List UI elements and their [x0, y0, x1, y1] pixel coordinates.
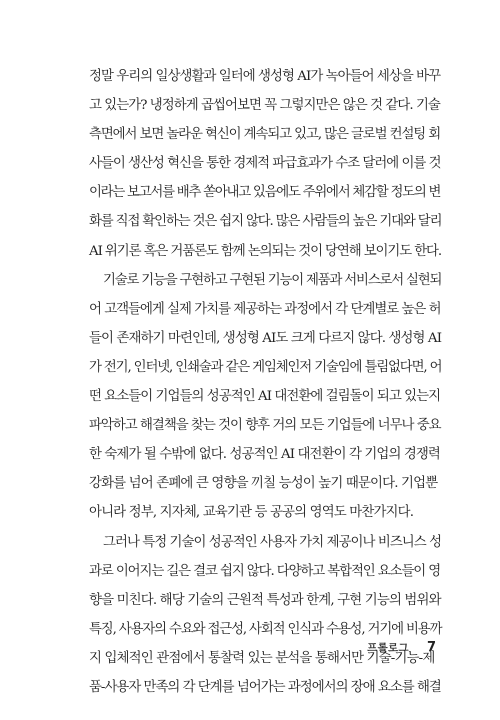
text-line: 아니라 정부, 지자체, 교육기관 등 공공의 영역도 마찬가지다. — [89, 505, 414, 521]
text-line: 과로 이어지는 길은 결코 쉽지 않다. 다양하고 복합적인 요소들이 영 — [89, 563, 441, 579]
text-line: 떤 요소들이 기업들의 성공적인 AI 대전환에 걸림돌이 되고 있는지 — [89, 389, 441, 405]
text-line: 파악하고 해결책을 찾는 것이 향후 거의 모든 기업들에 너무나 중요 — [89, 418, 441, 434]
text-line: AI 위기론 혹은 거품론도 함께 논의되는 것이 당연해 보이기도 한다. — [89, 243, 442, 259]
text-line: 지 입체적인 관점에서 통찰력 있는 분석을 통해서만 기술-기능-제 — [89, 650, 435, 666]
text-line: 한 숙제가 될 수밖에 없다. 성공적인 AI 대전환이 각 기업의 경쟁력 — [89, 447, 440, 463]
paragraph-start-line: 그러나 특정 기술이 성공적인 사용자 가치 제공이나 비즈니스 성 — [103, 534, 442, 550]
text-line: 이라는 보고서를 배추 쏟아내고 있음에도 주위에서 체감할 정도의 변 — [89, 185, 441, 201]
running-footer-section: 프롤로그 — [367, 642, 409, 654]
paragraph-start-line: 기술로 기능을 구현하고 구현된 기능이 제품과 서비스로서 실현되 — [103, 272, 442, 288]
text-line: 들이 존재하기 마련인데, 생성형 AI도 크게 다르지 않다. 생성형 AI — [89, 330, 442, 346]
text-line: 가 전기, 인터넷, 인쇄술과 같은 게임체인저 기술임에 틀림없다면, 어 — [89, 359, 442, 375]
text-line: 사들이 생산성 혁신을 통한 경제적 파급효과가 수조 달러에 이를 것 — [89, 156, 441, 172]
text-line: 강화를 넘어 존폐에 큰 영향을 끼칠 능성이 높기 때문이다. 기업뿐 — [89, 476, 438, 492]
text-line: 측면에서 보면 놀라운 혁신이 계속되고 있고, 많은 글로벌 컨설팅 회 — [89, 127, 441, 143]
text-line: 품-사용자 만족의 각 단계를 넘어가는 과정에서의 장애 요소를 해결 — [89, 679, 441, 695]
text-line: 고 있는가? 냉정하게 곱씹어보면 꼭 그렇지만은 않은 것 같다. 기술 — [89, 98, 440, 114]
text-line: 특징, 사용자의 수요와 접근성, 사회적 인식과 수용성, 거기에 비용까 — [89, 621, 442, 637]
text-line: 어 고객들에게 실제 가치를 제공하는 과정에서 각 단계별로 높은 허 — [89, 301, 441, 317]
body-text — [89, 62, 441, 702]
text-line: 화를 직접 확인하는 것은 쉽지 않다. 많은 사람들의 높은 기대와 달리 — [89, 214, 442, 230]
text-line: 정말 우리의 일상생활과 일터에 생성형 AI가 녹아들어 세상을 바꾸 — [89, 69, 441, 84]
text-line: 향을 미친다. 해당 기술의 근원적 특성과 한계, 구현 기능의 범위와 — [89, 592, 441, 608]
page-footer — [367, 640, 436, 655]
page-number: 7 — [426, 640, 436, 655]
